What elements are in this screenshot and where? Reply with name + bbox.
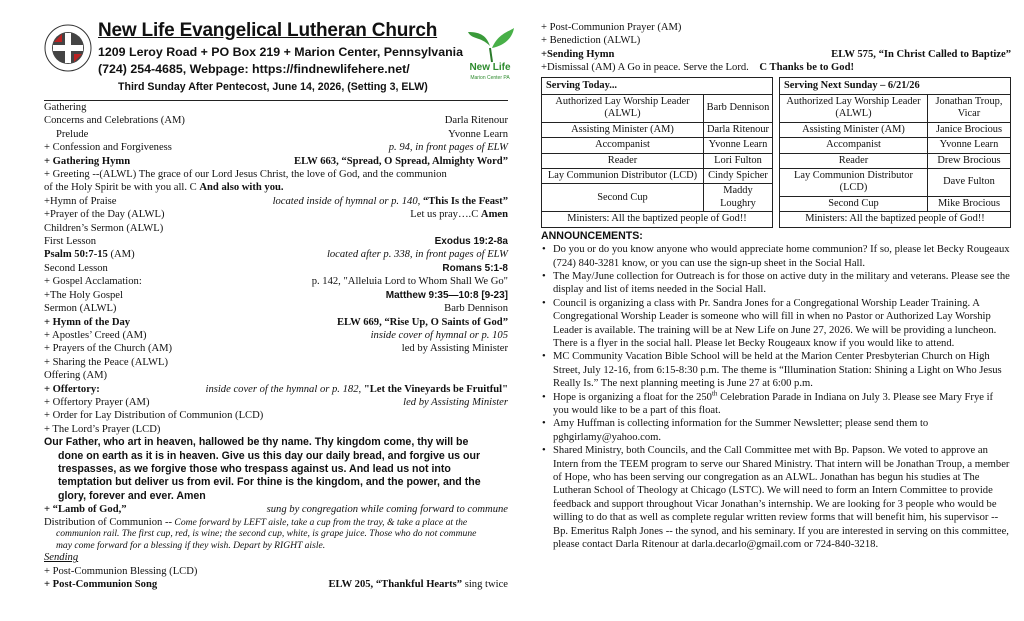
greeting-line-2 bbox=[44, 181, 508, 194]
sermon-row bbox=[44, 302, 508, 315]
sermon-leader: Barb Dennison bbox=[444, 303, 508, 315]
table-row bbox=[542, 212, 773, 227]
gathering-heading: Gathering bbox=[44, 102, 87, 113]
offertory-row bbox=[44, 383, 508, 396]
hymn-day-label: + Hymn of the Day bbox=[44, 316, 131, 328]
name-cell: Drew Brocious bbox=[927, 153, 1010, 168]
role-cell: Second Cup bbox=[780, 196, 928, 211]
list-item: • Council is organizing a class with Pr. Sandra Jones for a Congregational Worship Leader Training. A Congregational Worship Leader is someone who will fill in when no Pastor or Authorized Lay Worship Leader is available. The training will be at New Life on June 27, 2026. We will be providing a luncheon. There is a flyer in the social hall. Please let Becky Rougeaux know if you would like to attend. bbox=[553, 297, 1011, 351]
announcements-list bbox=[541, 243, 1011, 551]
name-cell: Yvonne Learn bbox=[927, 138, 1010, 153]
pc-prayer: + Post-Communion Prayer (AM) bbox=[541, 22, 682, 33]
offertory-ref: inside cover of the hymnal or p. 182, bbox=[205, 383, 362, 395]
prayers-leader: led by Assisting Minister bbox=[401, 343, 508, 355]
first-lesson-label: First Lesson bbox=[44, 236, 97, 248]
sunday-title: Third Sunday After Pentecost, June 14, 2026, (Setting 3, ELW) bbox=[118, 81, 428, 93]
role-cell: Authorized Lay Worship Leader (ALWL) bbox=[780, 95, 928, 123]
lamb-label: + “Lamb of God,” bbox=[44, 504, 127, 516]
lords-prayer-heading: + The Lord’s Prayer (LCD) bbox=[44, 423, 161, 435]
table-row bbox=[780, 196, 1011, 211]
name-cell: Darla Ritenour bbox=[703, 122, 772, 137]
prayer-day-row bbox=[44, 208, 508, 221]
sending-hymn-row bbox=[541, 48, 1011, 61]
dismissal-response: C Thanks be to God! bbox=[759, 62, 854, 74]
prayer-day-label: +Prayer of the Day (ALWL) bbox=[44, 209, 165, 221]
role-cell: Assisting Minister (AM) bbox=[780, 122, 928, 137]
table-row bbox=[780, 153, 1011, 168]
offertory-title: "Let the Vineyards be Fruitful" bbox=[363, 383, 508, 395]
hymn-day-title: ELW 669, “Rise Up, O Saints of God” bbox=[336, 316, 508, 328]
prayers-label: + Prayers of the Church (AM) bbox=[44, 343, 173, 355]
lords-prayer-line: glory, forever and ever. Amen bbox=[58, 489, 206, 502]
first-lesson-row bbox=[44, 235, 508, 248]
benediction: + Benediction (ALWL) bbox=[541, 35, 641, 47]
creed-ref: inside cover of hymnal or p. 105 bbox=[370, 329, 508, 341]
distribution-label: Distribution of Communion -- bbox=[44, 516, 173, 528]
list-item: • The May/June collection for Outreach is for those on active duty in the military and veterans. Please see the display and list of items needed in the Social Hall. bbox=[553, 270, 1011, 297]
concerns-label: Concerns and Celebrations (AM) bbox=[44, 115, 185, 127]
ministers-cell: Ministers: All the baptized people of God!! bbox=[780, 212, 1011, 227]
hope-sup: th bbox=[711, 389, 718, 398]
table-row bbox=[542, 153, 773, 168]
holy-gospel-label: +The Holy Gospel bbox=[44, 289, 123, 301]
serving-next-table bbox=[779, 77, 1011, 228]
offertory-prayer-row bbox=[44, 396, 508, 409]
pc-song-label: + Post-Communion Song bbox=[44, 579, 158, 591]
offertory-prayer-leader: led by Assisting Minister bbox=[403, 396, 508, 408]
table-row bbox=[780, 138, 1011, 153]
role-cell: Lay Communion Distributor (LCD) bbox=[780, 169, 928, 197]
creed-label: + Apostles’ Creed (AM) bbox=[44, 329, 147, 341]
serving-today-title: Serving Today... bbox=[542, 77, 773, 94]
psalm-am: (AM) bbox=[107, 249, 135, 261]
psalm-label: Psalm 50:7-15 bbox=[44, 249, 108, 261]
gospel-accl-label: + Gospel Acclamation: bbox=[44, 276, 142, 288]
table-row bbox=[542, 122, 773, 137]
greeting-text: of the Holy Spirit be with you all. C bbox=[44, 182, 197, 194]
lords-prayer-text bbox=[44, 436, 508, 503]
sending-heading: Sending bbox=[44, 552, 79, 564]
announcements-title: ANNOUNCEMENTS: bbox=[541, 229, 643, 242]
psalm-ref: located after p. 338, in front pages of ELW bbox=[326, 249, 508, 261]
pc-song-title: ELW 205, “Thankful Hearts” bbox=[328, 579, 463, 591]
lords-prayer-line: trespasses, as we forgive those who trespass against us. And lead us not into bbox=[58, 462, 451, 475]
hymn-day-row bbox=[44, 316, 508, 329]
prelude-label: Prelude bbox=[56, 128, 89, 140]
pc-blessing: + Post-Communion Blessing (LCD) bbox=[44, 565, 198, 577]
role-cell: Assisting Minister (AM) bbox=[542, 122, 704, 137]
lords-prayer-line: Our Father, who art in heaven, hallowed be thy name. Thy kingdom come, thy will be bbox=[44, 436, 469, 449]
offertory-label: + Offertory: bbox=[44, 383, 100, 395]
second-lesson-row bbox=[44, 262, 508, 275]
new-life-logo-icon bbox=[462, 26, 518, 86]
role-cell: Authorized Lay Worship Leader (ALWL) bbox=[542, 95, 704, 123]
table-row bbox=[542, 138, 773, 153]
second-lesson-ref: Romans 5:1-8 bbox=[442, 262, 508, 274]
distribution-line: may come forward for a blessing if they wish. Depart by RIGHT aisle. bbox=[56, 539, 326, 551]
right-column bbox=[541, 21, 1011, 551]
pc-song-row bbox=[44, 578, 508, 591]
sending-hymn-label: +Sending Hymn bbox=[541, 48, 615, 60]
prelude-leader: Yvonne Learn bbox=[448, 128, 508, 140]
name-cell: Barb Dennison bbox=[703, 95, 772, 123]
lamb-note: sung by congregation while coming forward to commune bbox=[266, 504, 508, 516]
concerns-row bbox=[44, 114, 508, 127]
prayers-row bbox=[44, 342, 508, 355]
order-lay-distribution: + Order for Lay Distribution of Communion (LCD) bbox=[44, 410, 264, 422]
first-lesson-ref: Exodus 19:2-8a bbox=[434, 236, 508, 248]
concerns-leader: Darla Ritenour bbox=[444, 115, 508, 127]
role-cell: Second Cup bbox=[542, 184, 704, 212]
name-cell: Janice Brocious bbox=[927, 122, 1010, 137]
church-name: New Life Evangelical Lutheran Church bbox=[98, 20, 438, 41]
list-item: • MC Community Vacation Bible School will be held at the Marion Center Presbyterian Church on High Street, July 12-16, from 6:15-8:30 p.m. The theme is “Illumination Station: Shining a Light on Who Jesus Really Is.” The next planning meeting is June 27 at 6:00 p.m. bbox=[553, 350, 1011, 390]
lords-prayer-line: done on earth as it is in heaven. Give us this day our daily bread, and forgive us our bbox=[58, 449, 481, 462]
ministers-cell: Ministers: All the baptized people of God!! bbox=[542, 212, 773, 227]
praise-ref: located inside of hymnal or p. 140, bbox=[272, 195, 421, 207]
offertory-prayer-label: + Offertory Prayer (AM) bbox=[44, 396, 150, 408]
holy-gospel-row bbox=[44, 289, 508, 302]
dismissal-row bbox=[541, 61, 1011, 74]
prayer-day-text: Let us pray….C bbox=[410, 209, 479, 221]
gospel-accl-row bbox=[44, 275, 508, 288]
role-cell: Accompanist bbox=[542, 138, 704, 153]
order-of-worship bbox=[44, 101, 508, 592]
serving-tables bbox=[541, 77, 1011, 228]
greeting-line-1: + Greeting --(ALWL) The grace of our Lord Jesus Christ, the love of God, and the communion bbox=[44, 169, 447, 181]
distribution-block bbox=[44, 517, 508, 552]
prelude-row bbox=[44, 128, 508, 141]
confession-label: + Confession and Forgiveness bbox=[44, 142, 172, 154]
distribution-line: communion rail. The first cup, red, is wine; the second cup, white, is grape juice. Those who do not commune bbox=[56, 528, 477, 540]
gospel-accl-ref: p. 142, "Alleluia Lord to Whom Shall We Go" bbox=[311, 276, 508, 288]
offering: Offering (AM) bbox=[44, 370, 108, 382]
logo-text: New Life bbox=[469, 62, 511, 73]
role-cell: Lay Communion Distributor (LCD) bbox=[542, 169, 704, 184]
church-address: 1209 Leroy Road + PO Box 219 + Marion Center, Pennsylvania bbox=[98, 45, 463, 59]
gathering-hymn-label: + Gathering Hymn bbox=[44, 155, 131, 167]
sending-hymn-title: ELW 575, “In Christ Called to Baptize” bbox=[831, 48, 1011, 60]
table-row bbox=[542, 95, 773, 123]
list-item: • Amy Huffman is collecting information for the Summer Newsletter; please send them to pghgirlamy@yahoo.com. bbox=[553, 417, 1011, 444]
table-row bbox=[780, 95, 1011, 123]
table-row bbox=[780, 122, 1011, 137]
confession-ref: p. 94, in front pages of ELW bbox=[388, 142, 508, 154]
serving-next-title: Serving Next Sunday – 6/21/26 bbox=[780, 77, 1011, 94]
role-cell: Reader bbox=[780, 153, 928, 168]
table-row bbox=[780, 212, 1011, 227]
left-column bbox=[44, 18, 511, 592]
header bbox=[44, 18, 511, 100]
confession-row bbox=[44, 141, 508, 154]
psalm-row bbox=[44, 248, 508, 261]
role-cell: Reader bbox=[542, 153, 704, 168]
elca-seal-icon bbox=[44, 24, 92, 72]
childrens-sermon: Children’s Sermon (ALWL) bbox=[44, 222, 164, 234]
name-cell: Jonathan Troup, Vicar bbox=[927, 95, 1010, 123]
dismissal-text: +Dismissal (AM) A Go in peace. Serve the Lord. bbox=[541, 62, 749, 74]
name-cell: Cindy Spicher bbox=[703, 169, 772, 184]
second-lesson-label: Second Lesson bbox=[44, 262, 108, 274]
table-row bbox=[780, 169, 1011, 197]
name-cell: Dave Fulton bbox=[927, 169, 1010, 197]
name-cell: Maddy Loughry bbox=[703, 184, 772, 212]
gathering-hymn-title: ELW 663, “Spread, O Spread, Almighty Word” bbox=[294, 155, 508, 167]
holy-gospel-ref: Matthew 9:35—10:8 [9-23] bbox=[385, 289, 508, 301]
name-cell: Mike Brocious bbox=[927, 196, 1010, 211]
lamb-row bbox=[44, 503, 508, 516]
greeting-response: And also with you. bbox=[199, 182, 284, 194]
list-item: • Shared Ministry, both Councils, and the Call Committee met with Bp. Papson. We voted to approve an Intern from the TEEM program to serve our Shared Ministry. That intern will be Jonathan Troup, a member of Hope, who has been serving our congregation as an ALWL. Jonathan has begun his studies at The Lutheran School of Theology at Chicago (LSTC). We will need to form an Intern Committee to provide feedback and support throughout Vicar Jonathan’s internship. We are looking for 3 people who would be willing to do that as well as complete regular written review forms that will benefit him, his supervisor -- Bp. Emeritus Ralph Jones -- the synod, and his seminary. If you are interested in serving on this committee, please contact Darla Ritenour at darla.decarlo@gmail.com or 724-840-3218. bbox=[553, 444, 1011, 551]
logo-sub: Marion Center PA bbox=[470, 75, 510, 81]
praise-row bbox=[44, 195, 508, 208]
praise-label: +Hymn of Praise bbox=[44, 195, 117, 207]
prayer-day-amen: Amen bbox=[480, 209, 508, 221]
praise-title: “This Is the Feast” bbox=[422, 195, 508, 207]
name-cell: Lori Fulton bbox=[703, 153, 772, 168]
serving-today-table bbox=[541, 77, 773, 228]
list-item bbox=[553, 391, 1011, 418]
hope-text-b: Celebration Parade in Indiana on July 3. Please see Mary Frye if you would like to be a part of this float. bbox=[553, 391, 994, 416]
table-row bbox=[542, 169, 773, 184]
pc-song-note: sing twice bbox=[462, 579, 508, 591]
hope-text-a: Hope is organizing a float for the 250 bbox=[553, 391, 712, 403]
peace: + Sharing the Peace (ALWL) bbox=[44, 356, 169, 368]
name-cell: Yvonne Learn bbox=[703, 138, 772, 153]
role-cell: Accompanist bbox=[780, 138, 928, 153]
creed-row bbox=[44, 329, 508, 342]
table-row bbox=[542, 184, 773, 212]
list-item: • Do you or do you know anyone who would appreciate home communion? If so, please let Becky Rougeaux (724) 840-3281 know, or you can use the sign-up sheet in the Social Hall. bbox=[553, 243, 1011, 270]
sermon-label: Sermon (ALWL) bbox=[44, 303, 117, 315]
lords-prayer-line: temptation but deliver us from evil. For thine is the kingdom, and the power, and the bbox=[58, 476, 481, 489]
distribution-line: Come forward by LEFT aisle, take a cup from the tray, & take a place at the bbox=[174, 516, 468, 528]
gathering-hymn-row bbox=[44, 155, 508, 168]
church-phone-web: (724) 254-4685, Webpage: https://findnewlifehere.net/ bbox=[98, 62, 410, 76]
